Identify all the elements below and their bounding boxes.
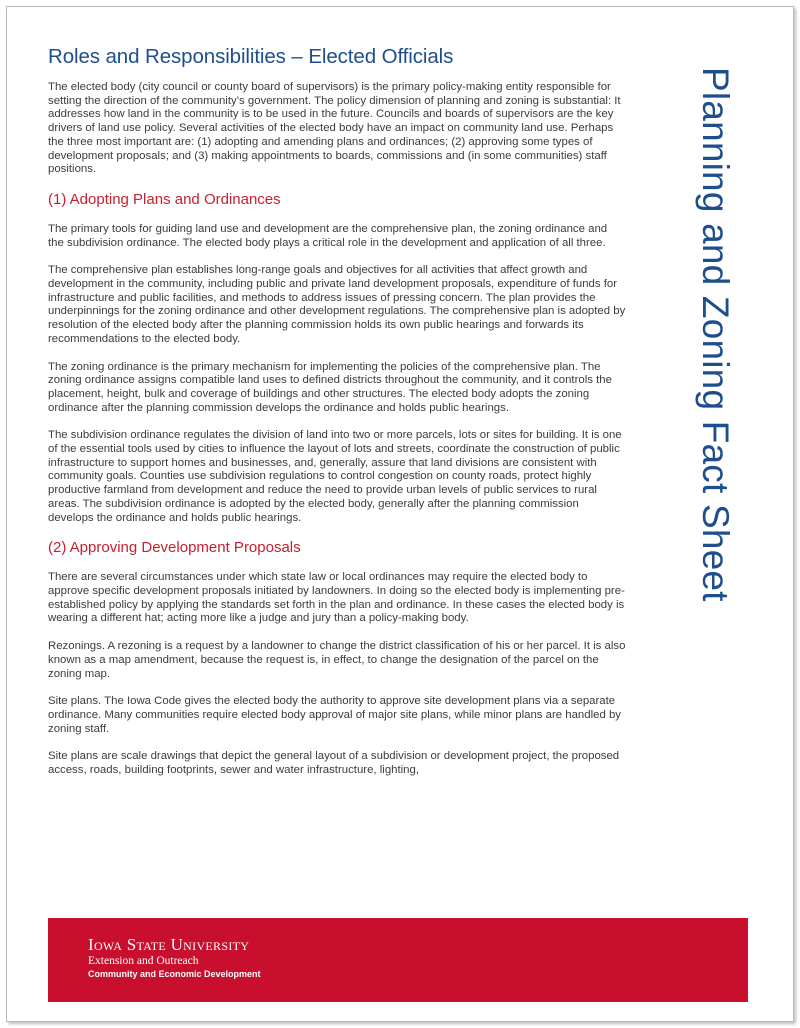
section-heading: (2) Approving Development Proposals — [48, 539, 301, 557]
body-paragraph: Site plans. The Iowa Code gives the elected body the authority to approve site development plans via a separate ordinance. Many communities require elected body approval of major site plans, while minor plans are handled by zoning staff. — [48, 695, 622, 735]
page-title: Roles and Responsibilities – Elected Officials — [48, 45, 454, 68]
body-paragraph: The elected body (city council or county board of supervisors) is the primary policy-making entity responsible for setting the direction of the community’s government. The policy dimension of planning and zoning is substantial: It addresses how land in the community is to be used in the future. Councils and boards of supervisors are the key drivers of land use policy. Several activities of the elected body have an impact on community land use. Perhaps the three most important are: (1) adopting and amending plans and ordinances; (2) approving some types of development proposals; and (3) making appointments to boards, commissions and (in some communities) staff positions. — [48, 81, 621, 176]
footer-band — [48, 918, 748, 1002]
body-paragraph: There are several circumstances under which state law or local ordinances may require the elected body to approve specific development proposals initiated by landowners. In doing so the elected body is implementing pre-established policy by applying the standards set forth in the plan and ordinance. In these cases the elected body is wearing a different hat; acting more like a judge and jury than a policy-making body. — [48, 571, 625, 625]
logo-extension: Extension and Outreach — [88, 955, 199, 967]
side-title: Planning and Zoning Fact Sheet — [695, 67, 736, 602]
body-paragraph: The subdivision ordinance regulates the division of land into two or more parcels, lots or sites for building. It is one of the essential tools used by cities to influence the layout of lots and streets, coordinate the construction of public infrastructure to support homes and businesses, and, generally, assure that land divisions are consistent with community goals. Counties use subdivision regulations to control congestion on county roads, protect highly productive farmland from development and reduce the need to provide urban levels of public services to rural areas. The subdivision ordinance is adopted by the elected body, generally after the planning commission develops the ordinance and holds public hearings. — [48, 429, 622, 524]
document-blocks — [48, 81, 626, 778]
university-logo — [88, 936, 261, 981]
logo-university-name: Iowa State University — [88, 935, 250, 954]
logo-department: Community and Economic Development — [88, 969, 261, 979]
body-paragraph: Site plans are scale drawings that depict the general layout of a subdivision or development project, the proposed access, roads, building footprints, sewer and water infrastructure, lighting, — [48, 750, 620, 777]
body-paragraph: The comprehensive plan establishes long-range goals and objectives for all activities that affect growth and development in the community, including public and private land development proposals, expenditure of funds for infrastructure and public facilities, and methods to address issues of pressing concern. The plan provides the underpinnings for the zoning ordinance and other development regulations. The comprehensive plan is adopted by resolution of the elected body after the planning commission holds its own public hearings and forwards its recommendations to the elected body. — [48, 264, 626, 345]
fact-sheet-page — [6, 6, 794, 1022]
body-paragraph: Rezonings. A rezoning is a request by a landowner to change the district classification of his or her parcel. It is also known as a map amendment, because the request is, in effect, to change the designation of the parcel on the zoning map. — [48, 640, 626, 680]
document-body — [48, 45, 626, 792]
section-heading: (1) Adopting Plans and Ordinances — [48, 190, 281, 208]
body-paragraph: The primary tools for guiding land use and development are the comprehensive plan, the zoning ordinance and the subdivision ordinance. The elected body plays a critical role in the development and application of all three. — [48, 222, 608, 249]
body-paragraph: The zoning ordinance is the primary mechanism for implementing the policies of the comprehensive plan. The zoning ordinance assigns compatible land uses to defined districts throughout the community, and it controls the placement, height, bulk and coverage of buildings and other structures. The elected body adopts the zoning ordinance after the planning commission develops the ordinance and holds public hearings. — [48, 360, 612, 414]
